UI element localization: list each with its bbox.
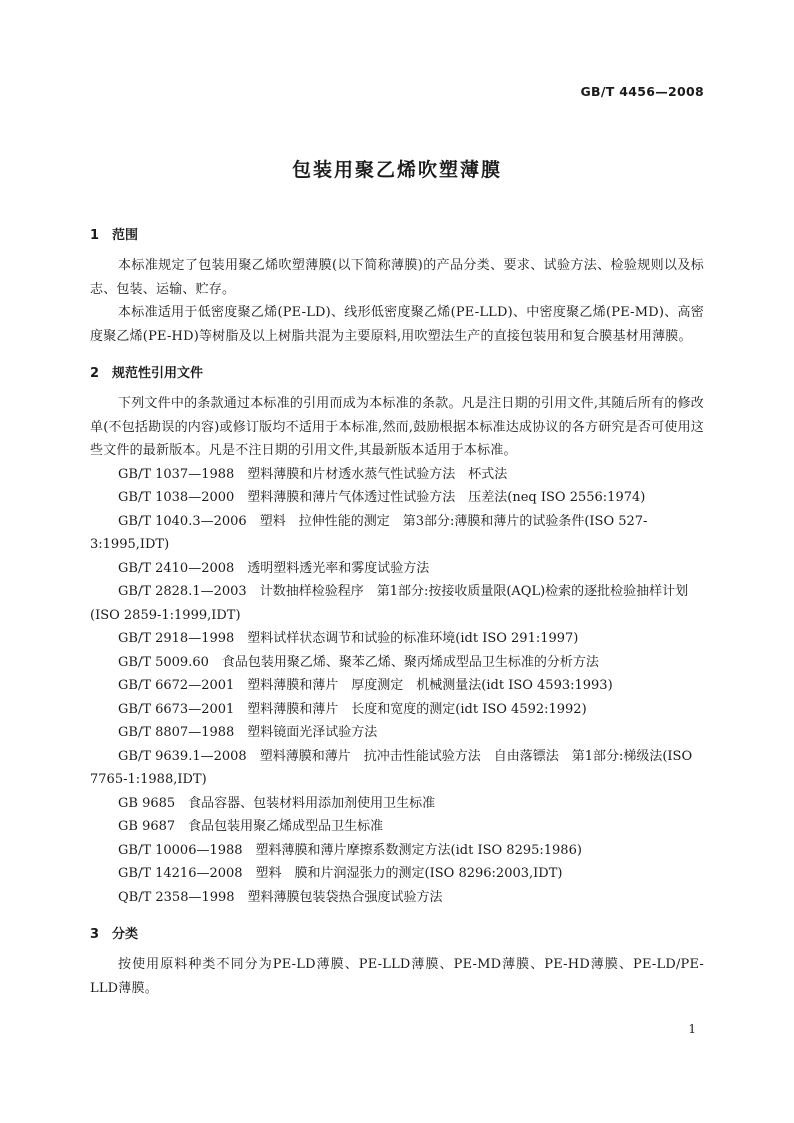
section-title: 规范性引用文件 bbox=[112, 366, 204, 381]
paragraph: 本标准规定了包装用聚乙烯吹塑薄膜(以下简称薄膜)的产品分类、要求、试验方法、检验规则以及标志、包装、运输、贮存。 bbox=[90, 258, 704, 297]
reference-item: GB/T 10006—1988 塑料薄膜和薄片摩擦系数测定方法(idt ISO 8295:1986) bbox=[118, 842, 582, 858]
section-heading-3 bbox=[90, 923, 704, 947]
reference-item: GB 9687 食品包装用聚乙烯成型品卫生标准 bbox=[118, 819, 384, 834]
reference-item: QB/T 2358—1998 塑料薄膜包装袋热合强度试验方法 bbox=[118, 889, 443, 905]
document-title: 包装用聚乙烯吹塑薄膜 bbox=[291, 159, 502, 181]
section-title: 分类 bbox=[112, 927, 139, 942]
reference-item: GB/T 5009.60 食品包装用聚乙烯、聚苯乙烯、聚丙烯成型品卫生标准的分析方法 bbox=[118, 654, 599, 670]
section-number: 2 bbox=[90, 366, 100, 381]
section-heading-1 bbox=[90, 224, 704, 248]
reference-item: GB/T 2828.1—2003 计数抽样检验程序 第1部分:按接收质量限(AQL)检索的逐批检验抽样计划(ISO 2859-1:1999,IDT) bbox=[90, 584, 689, 623]
section-heading-2 bbox=[90, 362, 704, 386]
section-title: 范围 bbox=[112, 228, 139, 243]
document-body bbox=[90, 224, 704, 1000]
reference-item: GB 9685 食品容器、包装材料用添加剂使用卫生标准 bbox=[118, 795, 436, 811]
reference-item: GB/T 1040.3—2006 塑料 拉伸性能的测定 第3部分:薄膜和薄片的试验条件(ISO 527-3:1995,IDT) bbox=[90, 513, 648, 552]
reference-item: GB/T 6672—2001 塑料薄膜和薄片 厚度测定 机械测量法(idt ISO 4593:1993) bbox=[118, 678, 613, 693]
reference-item: GB/T 6673—2001 塑料薄膜和薄片 长度和宽度的测定(idt ISO 4592:1992) bbox=[118, 701, 587, 717]
standard-code: GB/T 4456—2008 bbox=[580, 84, 704, 99]
page-number: 1 bbox=[688, 1022, 696, 1036]
reference-item: GB/T 9639.1—2008 塑料薄膜和薄片 抗冲击性能试验方法 自由落镖法 第1部分:梯级法(ISO 7765-1:1988,IDT) bbox=[90, 748, 693, 787]
reference-item: GB/T 14216—2008 塑料 膜和片润湿张力的测定(ISO 8296:2003,IDT) bbox=[118, 866, 563, 881]
reference-item: GB/T 8807—1988 塑料镜面光泽试验方法 bbox=[118, 725, 378, 740]
paragraph: 本标准适用于低密度聚乙烯(PE-LD)、线形低密度聚乙烯(PE-LLD)、中密度聚乙烯(PE-MD)、高密度聚乙烯(PE-HD)等树脂及以上树脂共混为主要原料,用吹塑法生产的直接包装用和复合膜基材用薄膜。 bbox=[90, 305, 704, 344]
section-number: 1 bbox=[90, 228, 100, 243]
paragraph: 按使用原料种类不同分为PE-LD薄膜、PE-LLD薄膜、PE-MD薄膜、PE-HD薄膜、PE-LD/PE-LLD薄膜。 bbox=[90, 957, 704, 996]
reference-item: GB/T 1037—1988 塑料薄膜和片材透水蒸气性试验方法 杯式法 bbox=[118, 466, 508, 482]
reference-item: GB/T 1038—2000 塑料薄膜和薄片气体透过性试验方法 压差法(neq ISO 2556:1974) bbox=[118, 490, 646, 505]
reference-item: GB/T 2918—1998 塑料试样状态调节和试验的标准环境(idt ISO 291:1997) bbox=[118, 631, 579, 646]
paragraph: 下列文件中的条款通过本标准的引用而成为本标准的条款。凡是注日期的引用文件,其随后所有的修改单(不包括勘误的内容)或修订版均不适用于本标准,然而,鼓励根据本标准达成协议的各方研究是否可使用这些文件的最新版本。凡是不注日期的引用文件,其最新版本适用于本标准。 bbox=[90, 396, 704, 458]
reference-item: GB/T 2410—2008 透明塑料透光率和雾度试验方法 bbox=[118, 560, 430, 576]
section-number: 3 bbox=[90, 927, 100, 942]
